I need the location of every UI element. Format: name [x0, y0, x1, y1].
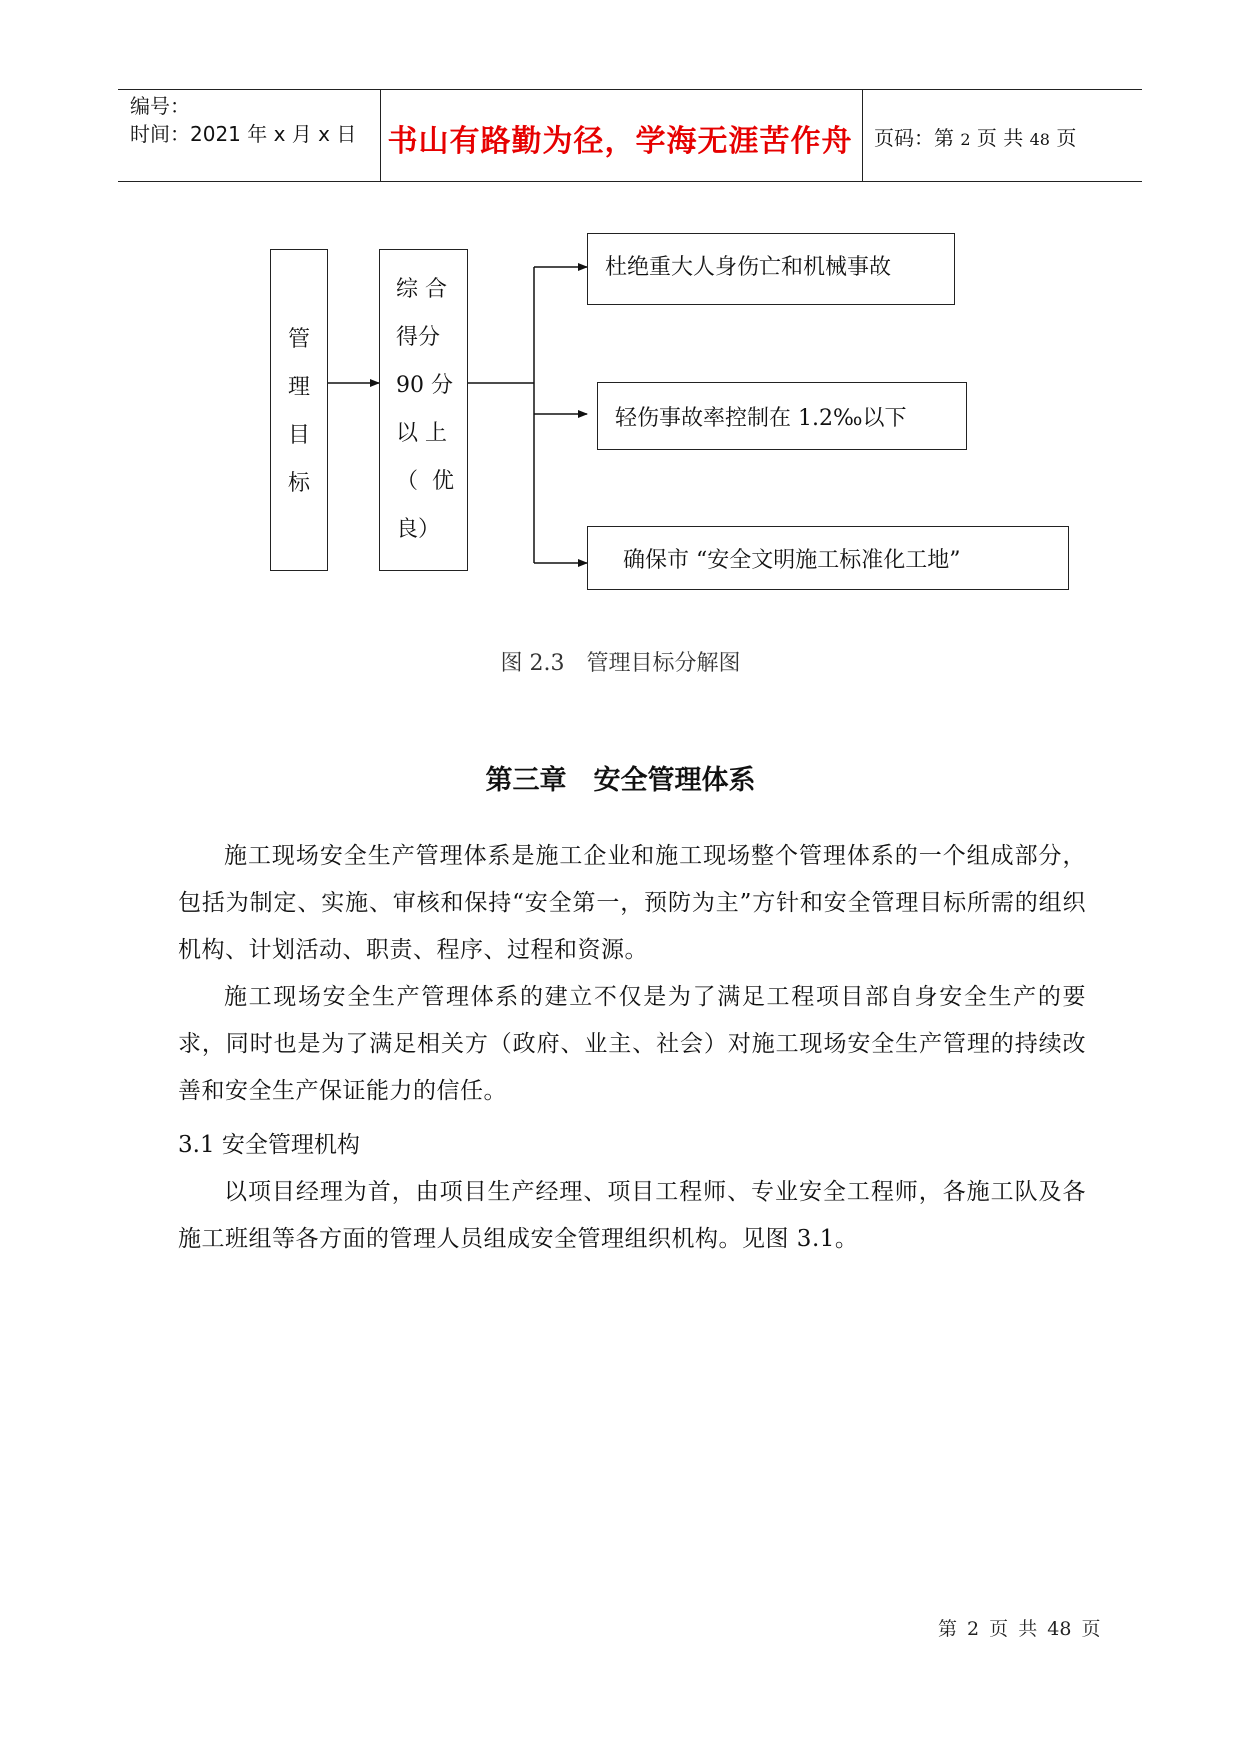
header-page-mid: 页 共 [976, 126, 1024, 150]
root-char: 理 [287, 375, 310, 400]
body-paragraph: 以项目经理为首，由项目生产经理、项目工程师、专业安全工程师，各施工队及各施工班组等各方面的管理人员组成安全管理组织机构。见图 3.1。 [178, 1179, 1086, 1252]
header-code-label: 编号： [130, 94, 190, 118]
score-target-box [379, 249, 468, 571]
root-char: 管 [287, 327, 310, 352]
goal-text: 杜绝重大人身伤亡和机械事故 [605, 254, 892, 280]
page-footer: 第 2 页 共 48 页 [938, 1618, 1101, 1640]
score-line: 综 合 [396, 277, 447, 302]
goal-text: 确保市 “安全文明施工标准化工地” [623, 547, 961, 573]
goal-box-3 [587, 526, 1069, 590]
score-line: 良） [396, 517, 441, 542]
header-page-total: 48 [1029, 130, 1050, 149]
header-motto: 书山有路勤为径，学海无涯苦作舟 [387, 124, 853, 159]
diagram-connectors [0, 0, 1241, 700]
root-char: 标 [287, 471, 310, 496]
header-page-number: 2 [960, 130, 971, 149]
header-time: 时间：2021 年 x 月 x 日 [130, 122, 357, 146]
score-line: 90 分 [396, 373, 453, 398]
figure-caption: 图 2.3 管理目标分解图 [500, 651, 741, 676]
score-line: （ 优 [396, 469, 454, 494]
header-page-prefix: 页码：第 [874, 126, 954, 150]
body-paragraph: 施工现场安全生产管理体系的建立不仅是为了满足工程项目部自身安全生产的要求，同时也是为了满足相关方（政府、业主、社会）对施工现场安全生产管理的持续改善和安全生产保证能力的信任。 [178, 984, 1086, 1104]
management-goal-box [270, 249, 328, 571]
goal-box-1 [587, 233, 955, 305]
goal-text: 轻伤事故率控制在 1.2‰以下 [615, 405, 907, 431]
score-line: 以 上 [396, 421, 447, 446]
goal-box-2 [597, 382, 967, 450]
root-char: 目 [287, 423, 310, 448]
score-line: 得分 [396, 325, 441, 350]
chapter-title: 第三章 安全管理体系 [485, 765, 756, 796]
header-page-suffix: 页 [1056, 126, 1077, 150]
body-paragraph: 施工现场安全生产管理体系是施工企业和施工现场整个管理体系的一个组成部分，包括为制定、实施、审核和保持“安全第一，预防为主”方针和安全管理目标所需的组织机构、计划活动、职责、程序、过程和资源。 [178, 843, 1086, 963]
section-heading: 3.1 安全管理机构 [178, 1132, 360, 1158]
